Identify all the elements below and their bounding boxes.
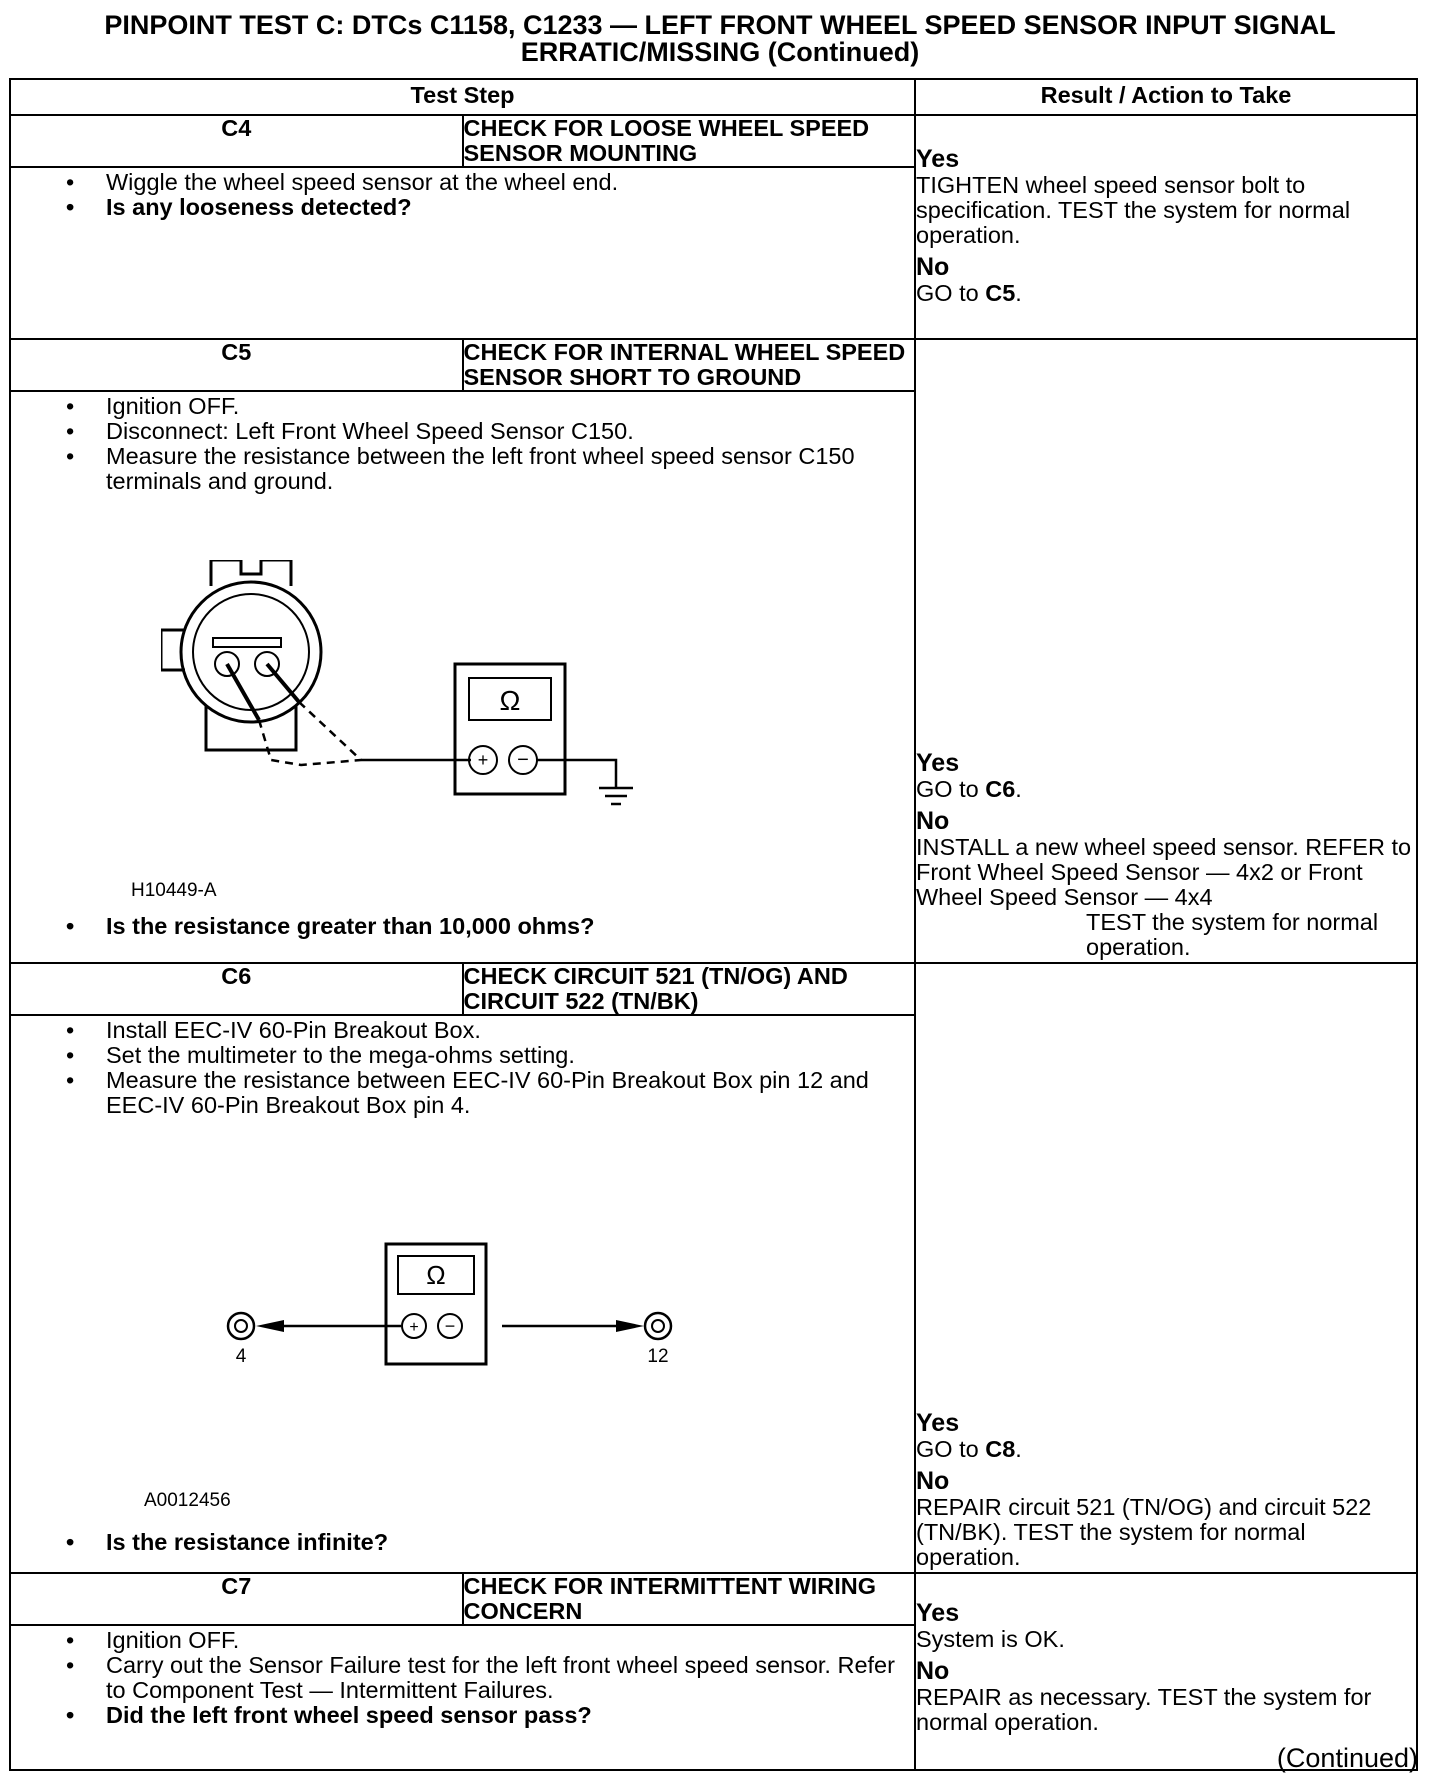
no-label: No (916, 1657, 950, 1685)
no-label: No (916, 1467, 950, 1495)
step-c7-heading-row (10, 1573, 1417, 1625)
question-bullet: • Did the left front wheel speed sensor pass? (106, 1703, 914, 1728)
step-c4-body (10, 167, 915, 339)
step-c4-heading-row (10, 115, 1417, 167)
ohm-symbol: Ω (426, 1260, 446, 1290)
bullet: • Wiggle the wheel speed sensor at the wheel end. (106, 170, 914, 195)
yes-label: Yes (916, 1409, 960, 1437)
continued-label: (Continued) (1276, 1743, 1418, 1773)
pin-4-jack (228, 1313, 254, 1339)
lead-to-ground (537, 760, 616, 788)
bullet: • Install EEC-IV 60-Pin Breakout Box. (106, 1018, 914, 1043)
step-c6-body (10, 1015, 915, 1573)
no-label: No (916, 807, 950, 835)
no-action: GO to C5. (916, 280, 1022, 306)
no-label: No (916, 253, 950, 281)
step-c6-heading-row (10, 963, 1417, 1015)
probe-tip-right (616, 1320, 644, 1332)
step-c7-result (915, 1573, 1418, 1773)
step-c5-body (10, 391, 915, 963)
pin-4-jack-center (235, 1320, 247, 1332)
step-c5-result (915, 339, 1417, 963)
connector-base (206, 706, 296, 750)
minus-sign: − (444, 1316, 456, 1336)
pin-label-4: 4 (235, 1346, 247, 1367)
step-c7-body (10, 1625, 915, 1770)
probe-tip-left (256, 1320, 284, 1332)
multimeter (455, 664, 565, 794)
probe-lead-2 (299, 702, 361, 760)
yes-label: Yes (916, 749, 960, 777)
pin-12-jack (645, 1313, 671, 1339)
test-step-header: Test Step (10, 79, 915, 115)
header-row (10, 79, 1417, 115)
step-heading: CHECK FOR INTERMITTENT WIRING CONCERN (463, 1573, 916, 1625)
step-heading: CHECK FOR LOOSE WHEEL SPEED SENSOR MOUNTING (463, 115, 916, 167)
pin-label-12: 12 (647, 1346, 669, 1367)
title-line-1: PINPOINT TEST C: DTCs C1158, C1233 — LEFT FRONT WHEEL SPEED SENSOR INPUT SIGNAL (104, 10, 1336, 40)
question-bullet: • Is any looseness detected? (106, 195, 914, 220)
bullet: • Ignition OFF. (106, 1628, 914, 1653)
pinpoint-test-table (9, 78, 1418, 1771)
bullet: • Carry out the Sensor Failure test for the left front wheel speed sensor. Refer to Component Test — Intermittent Failures. (106, 1653, 914, 1703)
bullet: • Set the multimeter to the mega-ohms setting. (106, 1043, 914, 1068)
probe-1 (227, 664, 259, 720)
yes-action: TIGHTEN wheel speed sensor bolt to specification. TEST the system for normal operation. (916, 172, 1351, 248)
question-bullet: • Is the resistance greater than 10,000 ohms? (106, 914, 595, 939)
connector-latch (213, 638, 281, 647)
bullet: • Measure the resistance between EEC-IV 60-Pin Breakout Box pin 12 and EEC-IV 60-Pin Breakout Box pin 4. (106, 1068, 914, 1118)
breakout-box-diagram (226, 1234, 686, 1394)
yes-action: GO to C8. (916, 1436, 1022, 1462)
bullet: • Disconnect: Left Front Wheel Speed Sensor C150. (106, 419, 914, 444)
probe-2 (267, 664, 299, 702)
step-number: C7 (10, 1573, 463, 1625)
step-c4-result (915, 115, 1417, 339)
question-bullet: • Is the resistance infinite? (106, 1530, 388, 1555)
step-heading: CHECK CIRCUIT 521 (TN/OG) AND CIRCUIT 522 (TN/BK) (463, 963, 916, 1015)
step-c6-result (915, 963, 1417, 1573)
step-c5-heading-row (10, 339, 1417, 391)
figure-id: A0012456 (144, 1490, 231, 1511)
plus-sign: + (409, 1319, 419, 1336)
no-action-continued: TEST the system for normal operation. (1086, 909, 1379, 960)
pin-12-jack-center (652, 1320, 664, 1332)
bullet: • Ignition OFF. (106, 394, 914, 419)
title-line-2: ERRATIC/MISSING (Continued) (520, 37, 920, 67)
no-action: REPAIR as necessary. TEST the system for normal operation. (916, 1684, 1372, 1735)
yes-action: System is OK. (916, 1626, 1065, 1652)
sensor-resistance-diagram (161, 560, 781, 860)
minus-sign: − (517, 749, 529, 772)
ohm-symbol: Ω (499, 685, 521, 717)
yes-label: Yes (916, 1599, 960, 1627)
figure-id: H10449-A (131, 880, 217, 902)
probe-lead-1 (259, 720, 361, 765)
step-number: C6 (10, 963, 463, 1015)
yes-action: GO to C6. (916, 776, 1022, 802)
ground-symbol (599, 788, 633, 804)
step-number: C5 (10, 339, 463, 391)
result-header: Result / Action to Take (915, 79, 1417, 115)
bullet: • Measure the resistance between the left front wheel speed sensor C150 terminals and ground. (106, 444, 914, 494)
no-action: INSTALL a new wheel speed sensor. REFER to Front Wheel Speed Sensor — 4x2 or Front Wheel Speed Sensor — 4x4 (916, 834, 1412, 910)
step-number: C4 (10, 115, 463, 167)
plus-sign: + (477, 750, 489, 771)
no-action: REPAIR circuit 521 (TN/OG) and circuit 522 (TN/BK). TEST the system for normal operation. (916, 1494, 1372, 1570)
yes-label: Yes (916, 145, 960, 173)
page-title (0, 12, 1440, 66)
step-heading: CHECK FOR INTERNAL WHEEL SPEED SENSOR SHORT TO GROUND (463, 339, 916, 391)
